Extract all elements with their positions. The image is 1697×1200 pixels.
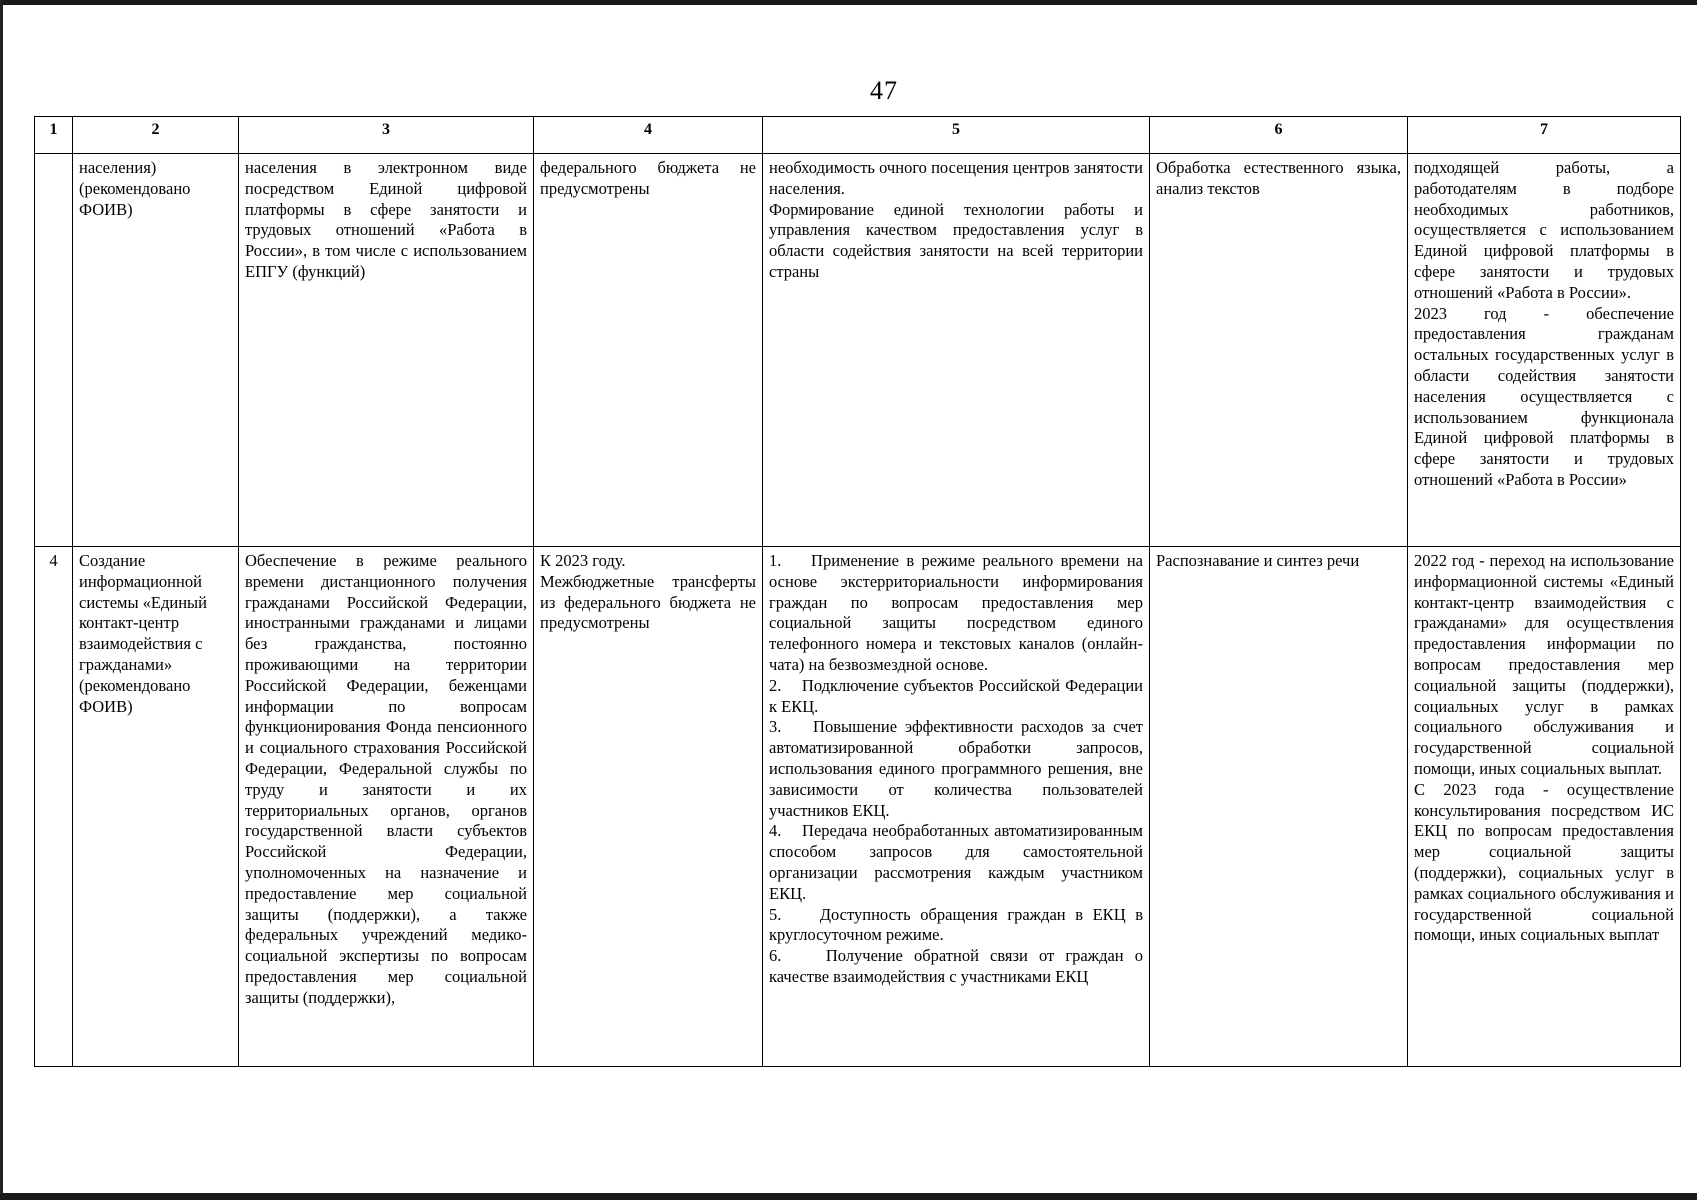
- table-row: [35, 547, 1681, 1067]
- header-col-2: 2: [73, 117, 239, 154]
- effects-paragraph: Формирование единой технологии работы и управления качеством предоставления услуг в области содействия занятости на всей территории страны: [769, 199, 1148, 281]
- effects-cell: [763, 547, 1150, 1067]
- funding-cell: [534, 547, 763, 1067]
- row-number: 4: [35, 547, 73, 1067]
- effects-item: 2. Подключение субъектов Российской Федерации к ЕКЦ.: [769, 675, 1148, 716]
- stages-paragraph: подходящей работы, а работодателям в подборе необходимых работников, осуществляется с использованием Единой цифровой платформы в сфере занятости и трудовых отношений «Работа в России».: [1414, 158, 1679, 302]
- stages-cell: [1408, 547, 1681, 1067]
- header-col-1: 1: [35, 117, 73, 154]
- effects-item: 6. Получение обратной связи от граждан о качестве взаимодействия с участниками ЕКЦ: [769, 946, 1148, 986]
- row-number: [35, 154, 73, 547]
- header-col-4: 4: [534, 117, 763, 154]
- header-col-3: 3: [239, 117, 534, 154]
- effects-item: 4. Передача необработанных автоматизированным способом запросов для самостоятельной организации рассмотрения каждым участником ЕКЦ.: [769, 821, 1148, 903]
- document-table: [34, 116, 1681, 1067]
- scan-edge-bottom: [0, 1193, 1697, 1200]
- effects-cell: [763, 154, 1150, 547]
- measure-name-cell: Создание информационной системы «Единый контакт-центр взаимодействия с гражданами» (рекомендовано ФОИВ): [73, 547, 239, 1067]
- goal-cell: населения в электронном виде посредством Единой цифровой платформы в сфере занятости и трудовых отношений «Работа в России», в том числе с использованием ЕПГУ (функций): [239, 154, 534, 547]
- goal-cell: Обеспечение в режиме реального времени дистанционного получения гражданами Российской Федерации, иностранными гражданами и лицами без гражданства, постоянно проживающими на территории Российской Федерации, беженцами информации по вопросам функционирования Фонда пенсионного и социального страхования Российской Федерации, Федеральной службы по труду и занятости и их территориальных органов, органов государственной власти субъектов Российской Федерации, уполномоченных на назначение и предоставление мер социальной защиты (поддержки), а также федеральных учреждений медико-социальной экспертизы по вопросам предоставления мер социальной защиты (поддержки),: [239, 547, 534, 1067]
- page-number: 47: [870, 76, 898, 105]
- stages-paragraph: С 2023 года - осуществление консультирования посредством ИС ЕКЦ по вопросам предоставления мер социальной защиты (поддержки), социальных услуг в рамках социального обслуживания и государственной социальной помощи, иных социальных выплат: [1414, 779, 1679, 945]
- scan-edge-left: [0, 0, 3, 1200]
- effects-item: 5. Доступность обращения граждан в ЕКЦ в круглосуточном режиме.: [769, 904, 1148, 945]
- effects-item: 3. Повышение эффективности расходов за счет автоматизированной обработки запросов, использования единого программного решения, вне зависимости от количества пользователей участников ЕКЦ.: [769, 717, 1148, 820]
- stages-paragraph: 2023 год - обеспечение предоставления гражданам остальных государственных услуг в области содействия занятости населения осуществляется с использованием функционала Единой цифровой платформы в сфере занятости и трудовых отношений «Работа в России»: [1414, 303, 1679, 489]
- technology-cell: Обработка естественного языка, анализ текстов: [1150, 154, 1408, 547]
- funding-paragraph: Межбюджетные трансферты из федерального бюджета не предусмотрены: [540, 571, 761, 633]
- measure-name-cell: населения) (рекомендовано ФОИВ): [73, 154, 239, 547]
- header-col-7: 7: [1408, 117, 1681, 154]
- effects-paragraph: необходимость очного посещения центров занятости населения.: [769, 158, 1148, 198]
- stages-cell: [1408, 154, 1681, 547]
- technology-cell: Распознавание и синтез речи: [1150, 547, 1408, 1067]
- header-col-6: 6: [1150, 117, 1408, 154]
- scan-edge-top: [0, 0, 1697, 5]
- header-col-5: 5: [763, 117, 1150, 154]
- effects-item: 1. Применение в режиме реального времени на основе экстерриториальности информирования граждан по вопросам предоставления мер социальной защиты посредством единого телефонного номера и текстовых каналов (онлайн-чата) на безвозмездной основе.: [769, 551, 1148, 674]
- funding-cell: федерального бюджета не предусмотрены: [534, 154, 763, 547]
- funding-paragraph: К 2023 году.: [540, 551, 626, 570]
- header-row: [35, 117, 1681, 154]
- table-row: [35, 154, 1681, 547]
- stages-paragraph: 2022 год - переход на использование информационной системы «Единый контакт-центр взаимодействия с гражданами» для осуществления предоставления информации по вопросам предоставления мер социальной защиты (поддержки), социальных услуг в рамках социального обслуживания и государственной социальной помощи, иных социальных выплат.: [1414, 551, 1679, 778]
